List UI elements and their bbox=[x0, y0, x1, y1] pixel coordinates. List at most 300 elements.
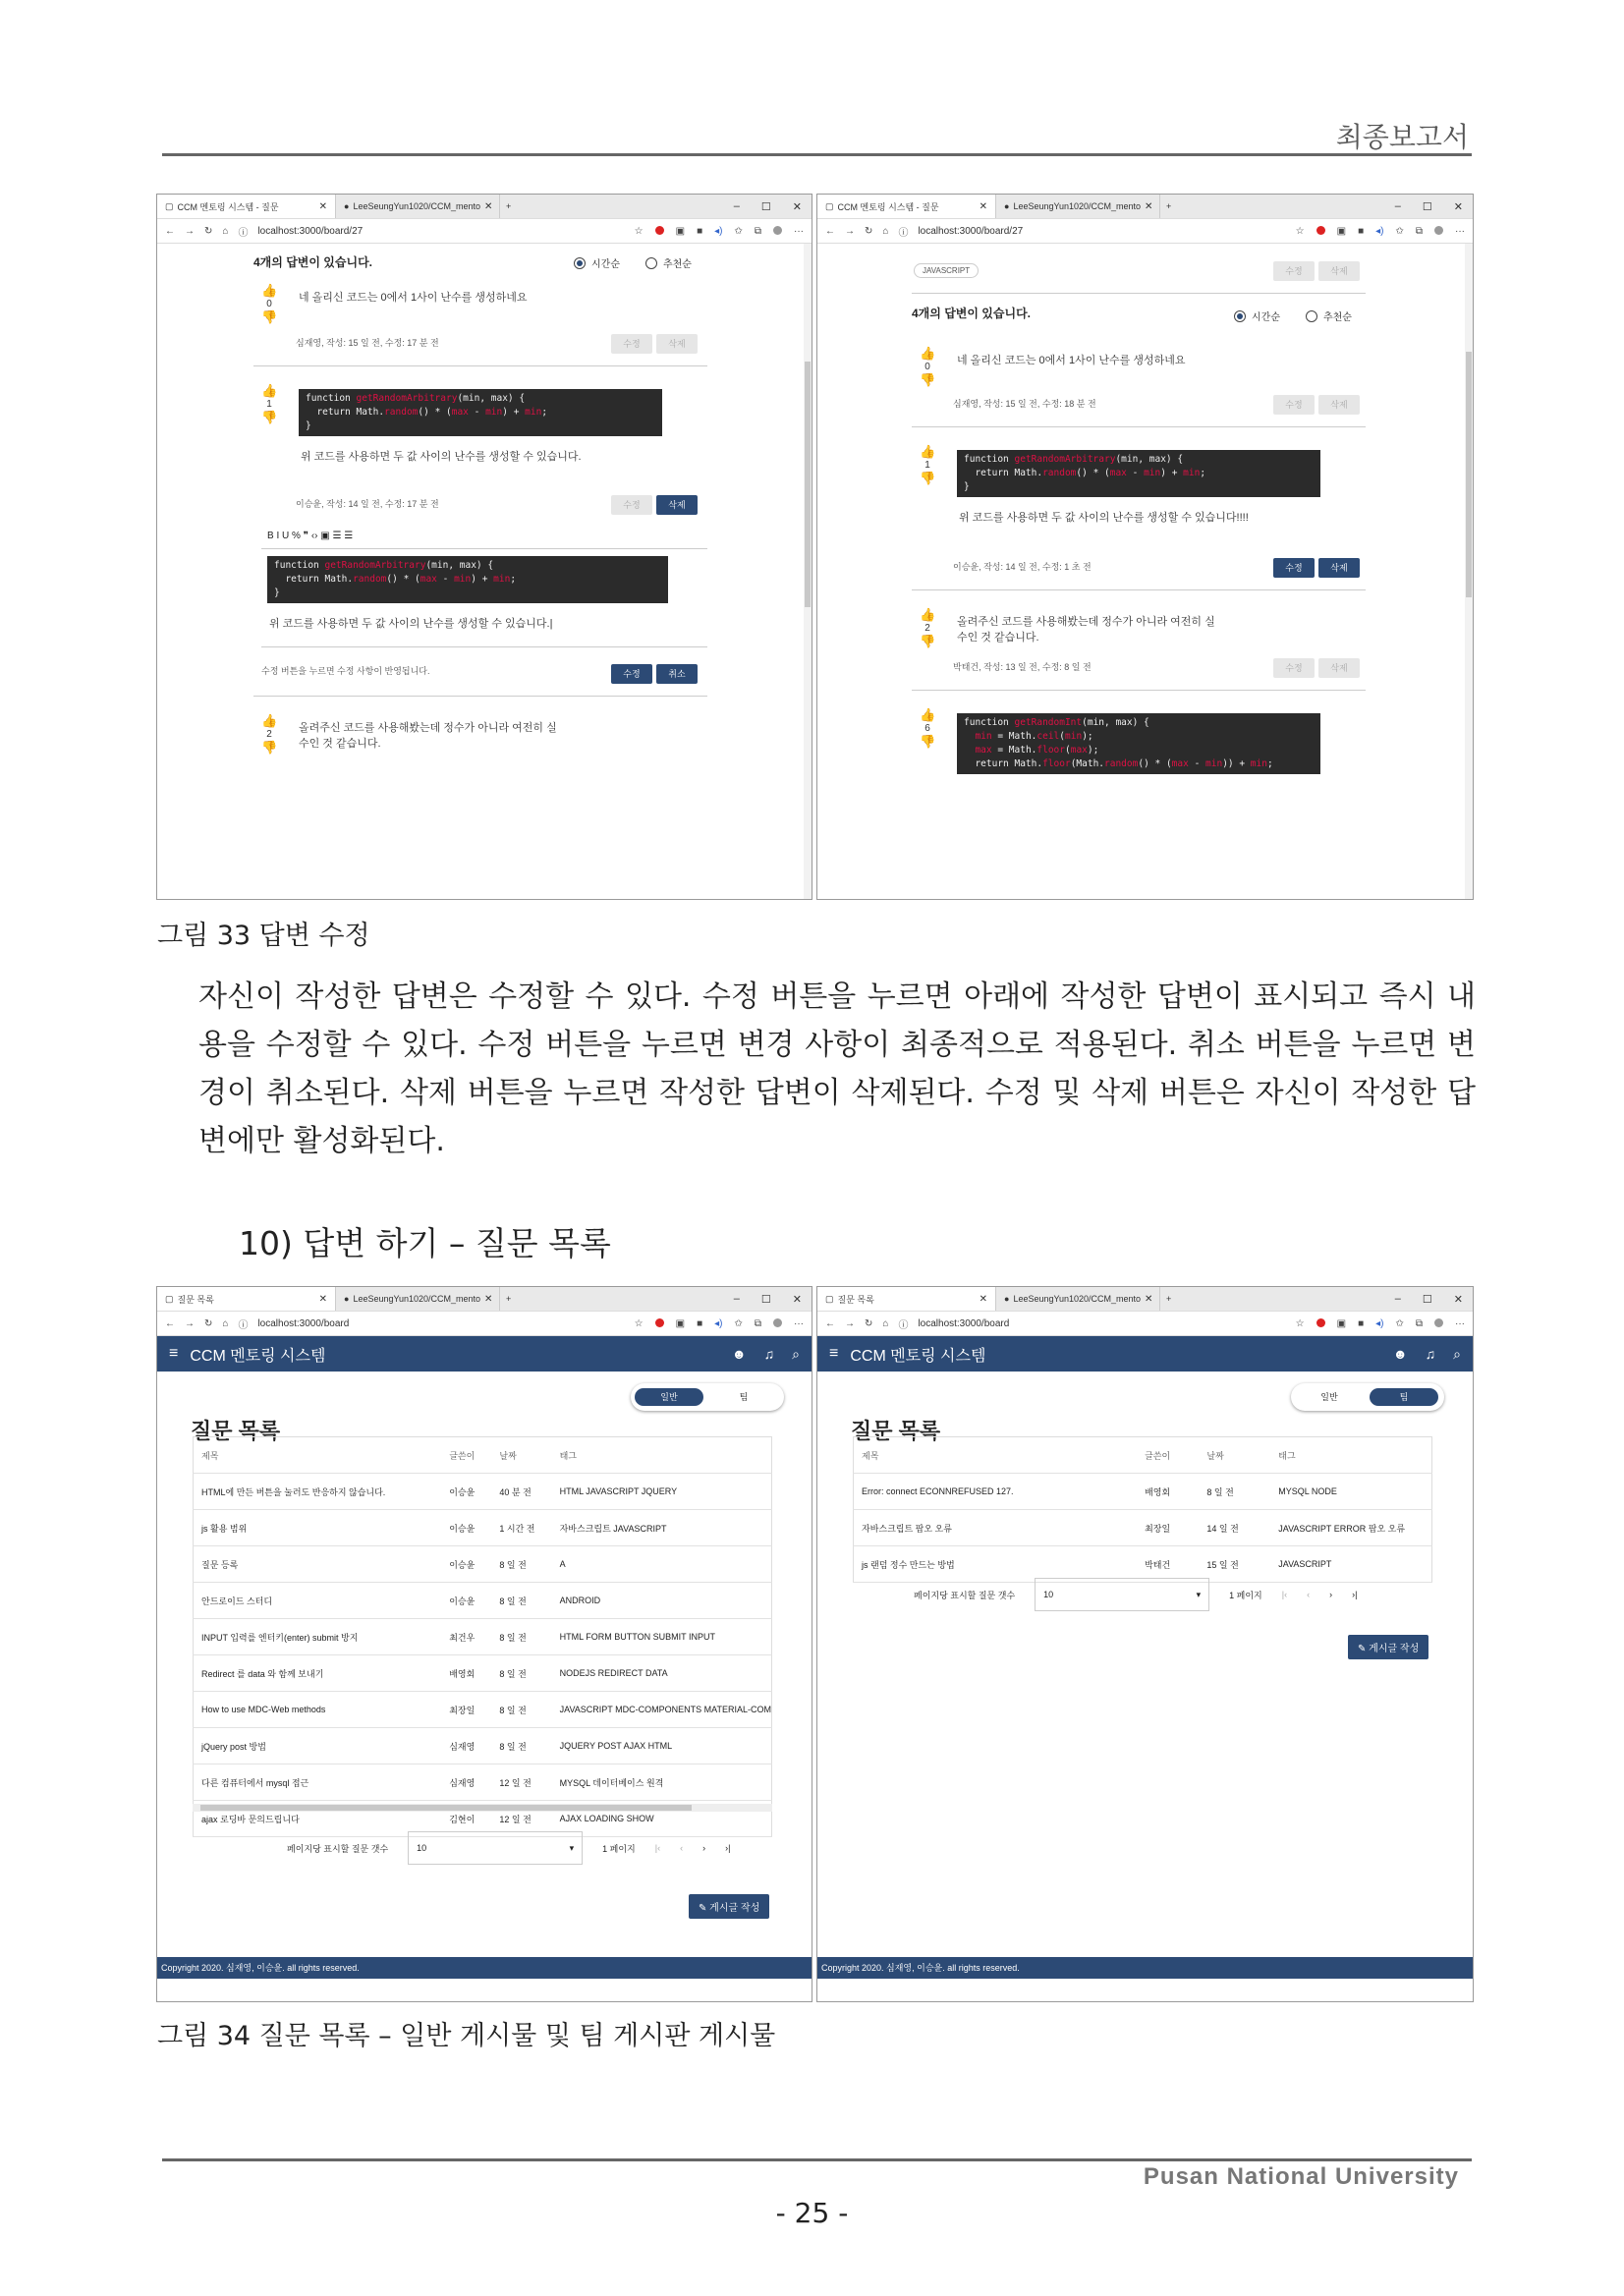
browser-tabbar bbox=[157, 1287, 812, 1312]
prev-page-icon[interactable]: ‹ bbox=[1307, 1590, 1311, 1599]
profile-icon[interactable] bbox=[773, 1318, 782, 1327]
answer-meta: 심재영, 작성: 15 일 전, 수정: 18 분 전 bbox=[953, 399, 1096, 409]
more-icon[interactable]: ··· bbox=[1455, 225, 1465, 237]
extension-icon[interactable]: ◂) bbox=[1375, 225, 1384, 237]
sort-time-radio[interactable] bbox=[1234, 310, 1246, 322]
question-title: How to use MDC-Web methods bbox=[194, 1692, 442, 1728]
screenshot-board-team bbox=[816, 1286, 1474, 2002]
code-block: function getRandomArbitrary(min, max) { return Math.random() * (max - min) + min; } bbox=[957, 450, 1320, 497]
extension-icon[interactable]: ■ bbox=[697, 225, 703, 237]
page-icon: ▢ bbox=[165, 200, 174, 211]
next-page-icon[interactable]: › bbox=[702, 1843, 706, 1853]
vote-count: 0 bbox=[266, 299, 272, 309]
divider bbox=[261, 548, 707, 549]
thumbs-up-icon[interactable]: 👍 bbox=[261, 283, 278, 298]
thumbs-up-icon[interactable]: 👍 bbox=[920, 607, 936, 622]
thumbs-up-icon[interactable]: 👍 bbox=[920, 707, 936, 722]
answer-text: 올려주신 코드를 사용해봤는데 정수가 아니라 여전히 실수인 것 같습니다. bbox=[957, 616, 1215, 644]
account-icon[interactable]: ☻ bbox=[1392, 1345, 1408, 1362]
back-icon[interactable]: ← bbox=[165, 1317, 175, 1329]
url-field[interactable]: localhost:3000/board bbox=[918, 1317, 1010, 1329]
refresh-icon[interactable]: ↻ bbox=[865, 225, 873, 237]
vote-count: 0 bbox=[924, 362, 930, 372]
minimize-icon[interactable]: – bbox=[733, 199, 740, 212]
prev-page-icon[interactable]: ‹ bbox=[680, 1843, 684, 1853]
answer-meta: 이승윤, 작성: 14 일 전, 수정: 17 분 전 bbox=[296, 499, 439, 509]
window-controls bbox=[734, 200, 812, 213]
question-title: HTML에 만든 버튼을 눌러도 반응하지 않습니다. bbox=[194, 1474, 442, 1510]
thumbs-up-icon[interactable]: 👍 bbox=[261, 713, 278, 728]
favorites-icon[interactable]: ✩ bbox=[734, 225, 743, 237]
question-title: 질문 등록 bbox=[194, 1546, 442, 1583]
dropdown-icon: ▾ bbox=[1196, 1589, 1202, 1599]
edit-button[interactable]: 수정 bbox=[1273, 395, 1315, 415]
question-title: js 랜덤 정수 만드는 방법 bbox=[854, 1546, 1138, 1583]
opera-icon[interactable] bbox=[1316, 1318, 1325, 1327]
thumbs-down-icon[interactable]: 👎 bbox=[261, 740, 278, 755]
browser-tabbar bbox=[817, 1287, 1473, 1312]
tab-title: CCM 멘토링 시스템 - 질문 bbox=[837, 201, 939, 212]
question-tags: HTML FORM BUTTON SUBMIT INPUT bbox=[552, 1619, 772, 1655]
answer-meta: 이승윤, 작성: 14 일 전, 수정: 1 초 전 bbox=[953, 562, 1092, 572]
last-page-icon[interactable]: ›| bbox=[1352, 1590, 1358, 1599]
back-icon[interactable]: ← bbox=[825, 1317, 835, 1329]
board-toggle bbox=[1291, 1383, 1444, 1411]
close-window-icon[interactable]: ✕ bbox=[1453, 1293, 1463, 1306]
vote-widget bbox=[920, 707, 935, 750]
browser-tab[interactable] bbox=[996, 195, 1160, 218]
screenshot-answer-edit-right bbox=[816, 194, 1474, 900]
answer-text: 네 올리신 코드는 0에서 1사이 난수를 생성하네요 bbox=[957, 355, 1186, 366]
tab-title: LeeSeungYun1020/CCM_mento bbox=[1013, 1294, 1142, 1304]
browser-tab[interactable] bbox=[336, 1287, 500, 1311]
toggle-general[interactable]: 일반 bbox=[635, 1388, 703, 1406]
question-author: 최장일 bbox=[1137, 1510, 1199, 1546]
screenshot-answer-edit-left bbox=[156, 194, 812, 900]
bell-icon[interactable]: ♫ bbox=[1425, 1345, 1436, 1362]
report-title: 최종보고서 bbox=[1335, 121, 1469, 153]
tab-title: CCM 멘토링 시스템 - 질문 bbox=[177, 201, 279, 212]
collections-icon[interactable]: ⧉ bbox=[754, 1317, 761, 1329]
toggle-team[interactable]: 팀 bbox=[1370, 1388, 1438, 1406]
last-page-icon[interactable]: ›| bbox=[725, 1843, 731, 1853]
browser-tab[interactable] bbox=[336, 195, 500, 218]
table-header-row bbox=[194, 1437, 772, 1474]
more-icon[interactable]: ··· bbox=[1455, 1317, 1465, 1329]
radio-label: 시간순 bbox=[591, 259, 620, 270]
question-tags: JAVASCRIPT MDC-COMPONENTS MATERIAL-COM bbox=[552, 1692, 772, 1728]
vote-widget bbox=[261, 283, 277, 325]
opera-icon[interactable] bbox=[655, 1318, 664, 1327]
vote-widget bbox=[261, 713, 277, 756]
code-block-editor[interactable]: function getRandomArbitrary(min, max) { return Math.random() * (max - min) + min; } bbox=[267, 556, 668, 603]
maximize-icon[interactable]: ☐ bbox=[760, 1293, 771, 1306]
close-icon[interactable]: ✕ bbox=[318, 200, 327, 212]
forward-icon[interactable]: → bbox=[845, 225, 855, 237]
browser-toolbar-icons bbox=[1296, 226, 1465, 237]
page-number: - 25 - bbox=[775, 2197, 849, 2229]
forward-icon[interactable]: → bbox=[845, 1317, 855, 1329]
new-tab-icon[interactable]: + bbox=[506, 201, 512, 211]
copyright-bar: Copyright 2020. 심재영, 이승윤. all rights reserved. bbox=[817, 1957, 1473, 1979]
table-row[interactable] bbox=[194, 1583, 772, 1619]
footer-rule bbox=[162, 2158, 1472, 2161]
tab-title: 질문 목록 bbox=[177, 1294, 214, 1305]
university-name: Pusan National University bbox=[1143, 2163, 1459, 2190]
github-icon: ● bbox=[344, 201, 350, 211]
github-icon: ● bbox=[1004, 201, 1010, 211]
info-icon: ⓘ bbox=[238, 1319, 249, 1331]
question-title: Redirect 를 data 와 함께 보내기 bbox=[194, 1655, 442, 1692]
first-page-icon[interactable]: |‹ bbox=[1281, 1590, 1288, 1599]
sort-options bbox=[1234, 308, 1352, 323]
question-author: 최건우 bbox=[441, 1619, 491, 1655]
section-heading: 10) 답변 하기 – 질문 목록 bbox=[239, 1224, 611, 1262]
home-icon[interactable]: ⌂ bbox=[222, 1317, 229, 1329]
radio-label: 시간순 bbox=[1252, 312, 1280, 323]
column-header: 날짜 bbox=[491, 1437, 551, 1474]
thumbs-down-icon[interactable]: 👎 bbox=[920, 372, 936, 387]
maximize-icon[interactable]: ☐ bbox=[760, 200, 771, 213]
thumbs-down-icon[interactable]: 👎 bbox=[261, 309, 278, 324]
extension-icon[interactable]: ◂) bbox=[1375, 1317, 1384, 1329]
extension-icon[interactable]: ■ bbox=[697, 1317, 703, 1329]
question-tags: JQUERY POST AJAX HTML bbox=[552, 1728, 772, 1764]
question-tags: HTML JAVASCRIPT JQUERY bbox=[552, 1474, 772, 1510]
scrollbar[interactable] bbox=[804, 244, 812, 899]
question-title: INPUT 입력를 엔터키(enter) submit 방지 bbox=[194, 1619, 442, 1655]
table-row[interactable] bbox=[194, 1728, 772, 1764]
address-bar bbox=[817, 219, 1473, 244]
browser-tab[interactable] bbox=[157, 195, 336, 218]
edit-note: 수정 버튼을 누르면 수정 사항이 반영됩니다. bbox=[261, 666, 430, 676]
extension-icon[interactable]: ◂) bbox=[714, 225, 723, 237]
per-page-label: 페이지당 표시할 질문 갯수 bbox=[914, 1590, 1016, 1600]
page-indicator: 1 페이지 bbox=[1229, 1590, 1262, 1600]
maximize-icon[interactable]: ☐ bbox=[1422, 1293, 1432, 1306]
thumbs-up-icon[interactable]: 👍 bbox=[920, 346, 936, 361]
github-icon: ● bbox=[1004, 1294, 1010, 1304]
tab-title: LeeSeungYun1020/CCM_mento bbox=[353, 1294, 481, 1304]
question-tags: JAVASCRIPT bbox=[1270, 1546, 1431, 1583]
edit-button[interactable]: 수정 bbox=[1273, 658, 1315, 678]
scrollbar[interactable] bbox=[1465, 244, 1473, 899]
minimize-icon[interactable]: – bbox=[1394, 1292, 1401, 1305]
browser-tab[interactable] bbox=[996, 1287, 1160, 1311]
question-title: ajax 로딩바 문의드립니다 bbox=[194, 1801, 442, 1837]
toggle-team[interactable]: 팀 bbox=[739, 1392, 749, 1402]
page-indicator: 1 페이지 bbox=[602, 1843, 636, 1854]
close-icon[interactable]: ✕ bbox=[1145, 200, 1153, 212]
question-author: 배영회 bbox=[1137, 1474, 1199, 1510]
question-author: 박태건 bbox=[1137, 1546, 1199, 1583]
extension-icon[interactable]: ▣ bbox=[675, 1317, 686, 1329]
answer-text: 올려주신 코드를 사용해봤는데 정수가 아니라 여전히 실수인 것 같습니다. bbox=[299, 722, 557, 750]
extension-icon[interactable]: ▣ bbox=[1336, 1317, 1347, 1329]
per-page-select[interactable] bbox=[408, 1831, 583, 1865]
edit-textarea[interactable]: 위 코드를 사용하면 두 값 사이의 난수를 생성할 수 있습니다.| bbox=[269, 618, 553, 630]
vote-count: 1 bbox=[266, 399, 272, 410]
info-icon: ⓘ bbox=[898, 227, 909, 239]
table-row[interactable] bbox=[194, 1474, 772, 1510]
vote-count: 1 bbox=[924, 460, 930, 471]
figure-caption: 그림 34 질문 목록 – 일반 게시물 및 팀 게시판 게시물 bbox=[157, 2021, 776, 2051]
header-rule bbox=[162, 153, 1472, 156]
answer-meta: 박태건, 작성: 13 일 전, 수정: 8 일 전 bbox=[953, 662, 1092, 672]
question-tags: ANDROID bbox=[552, 1583, 772, 1619]
search-icon[interactable]: ⌕ bbox=[792, 1345, 800, 1362]
thumbs-down-icon[interactable]: 👎 bbox=[920, 634, 936, 648]
page-title: 질문 목록 bbox=[191, 1419, 281, 1443]
favorites-icon[interactable]: ✩ bbox=[1395, 1317, 1404, 1329]
question-date: 8 일 전 bbox=[491, 1728, 551, 1764]
divider bbox=[253, 696, 707, 697]
question-date: 8 일 전 bbox=[491, 1692, 551, 1728]
new-tab-icon[interactable]: + bbox=[506, 1294, 512, 1304]
table-row[interactable] bbox=[194, 1510, 772, 1546]
delete-button[interactable]: 삭제 bbox=[1318, 658, 1360, 678]
question-title: 자바스크립트 팝오 오류 bbox=[854, 1510, 1138, 1546]
collections-icon[interactable]: ⧉ bbox=[754, 225, 761, 237]
info-icon: ⓘ bbox=[238, 227, 249, 239]
refresh-icon[interactable]: ↻ bbox=[204, 225, 213, 237]
close-window-icon[interactable]: ✕ bbox=[792, 1293, 802, 1306]
table-row[interactable] bbox=[854, 1474, 1432, 1510]
screenshot-board-general bbox=[156, 1286, 812, 2002]
question-date: 14 일 전 bbox=[1199, 1510, 1270, 1546]
column-header: 날짜 bbox=[1199, 1437, 1270, 1474]
question-title: js 활용 범위 bbox=[194, 1510, 442, 1546]
page-content bbox=[817, 244, 1473, 899]
extension-icon[interactable]: ■ bbox=[1358, 225, 1365, 237]
sort-time-radio[interactable] bbox=[574, 257, 586, 269]
app-bar bbox=[157, 1336, 812, 1372]
question-author: 이승윤 bbox=[441, 1583, 491, 1619]
table-body bbox=[854, 1437, 1432, 1583]
extension-icon[interactable]: ▣ bbox=[675, 225, 686, 237]
app-bar bbox=[817, 1336, 1473, 1372]
app-title: CCM 멘토링 시스템 bbox=[850, 1347, 986, 1365]
collections-icon[interactable]: ⧉ bbox=[1415, 225, 1423, 237]
question-tags: AJAX LOADING SHOW bbox=[552, 1801, 772, 1837]
next-page-icon[interactable]: › bbox=[1329, 1590, 1333, 1599]
question-title: jQuery post 방법 bbox=[194, 1728, 442, 1764]
home-icon[interactable]: ⌂ bbox=[882, 1317, 889, 1329]
favorites-icon[interactable]: ✩ bbox=[734, 1317, 743, 1329]
new-tab-icon[interactable]: + bbox=[1166, 201, 1172, 211]
close-icon[interactable]: ✕ bbox=[1145, 1293, 1153, 1305]
page-title: 질문 목록 bbox=[851, 1419, 941, 1443]
question-title: Error: connect ECONNREFUSED 127. bbox=[854, 1474, 1138, 1510]
editor-toolbar[interactable]: B I U % ❞ ‹› ▣ ☰ ☰ bbox=[267, 531, 354, 541]
home-icon[interactable]: ⌂ bbox=[222, 225, 229, 237]
account-icon[interactable]: ☻ bbox=[731, 1345, 747, 1362]
thumbs-up-icon[interactable]: 👍 bbox=[920, 444, 936, 459]
browser-tab[interactable] bbox=[157, 1287, 336, 1311]
horizontal-scrollbar[interactable] bbox=[193, 1804, 772, 1812]
first-page-icon[interactable]: |‹ bbox=[654, 1843, 661, 1853]
per-page-value: 10 bbox=[417, 1843, 427, 1853]
thumbs-down-icon[interactable]: 👎 bbox=[261, 410, 278, 424]
browser-toolbar-icons bbox=[635, 226, 804, 237]
dropdown-icon: ▾ bbox=[569, 1842, 575, 1853]
url-field[interactable]: localhost:3000/board/27 bbox=[918, 225, 1024, 237]
favorites-icon[interactable]: ✩ bbox=[1395, 225, 1404, 237]
tab-title: LeeSeungYun1020/CCM_mento bbox=[353, 201, 481, 211]
question-author: 심재영 bbox=[441, 1728, 491, 1764]
page-icon: ▢ bbox=[825, 200, 834, 211]
minimize-icon[interactable]: – bbox=[733, 1292, 740, 1305]
pagination bbox=[914, 1578, 1357, 1611]
star-icon[interactable]: ☆ bbox=[1295, 1317, 1305, 1329]
write-post-button[interactable]: ✎ 게시글 작성 bbox=[1348, 1635, 1428, 1659]
delete-button[interactable]: 삭제 bbox=[656, 334, 698, 354]
answer-text: 네 올리신 코드는 0에서 1사이 난수를 생성하네요 bbox=[299, 292, 528, 304]
window-controls bbox=[1395, 200, 1473, 213]
table-row[interactable] bbox=[194, 1619, 772, 1655]
question-tags: A bbox=[552, 1546, 772, 1583]
close-icon[interactable]: ✕ bbox=[484, 200, 493, 212]
divider bbox=[253, 365, 707, 366]
star-icon[interactable]: ☆ bbox=[1295, 225, 1305, 237]
forward-icon[interactable]: → bbox=[185, 225, 195, 237]
menu-icon[interactable]: ≡ bbox=[169, 1345, 179, 1362]
question-date: 8 일 전 bbox=[491, 1619, 551, 1655]
collections-icon[interactable]: ⧉ bbox=[1415, 1317, 1423, 1329]
edit-button[interactable]: 수정 bbox=[1273, 261, 1315, 281]
figure-caption: 그림 33 답변 수정 bbox=[157, 921, 370, 951]
code-block: function getRandomInt(min, max) { min = Math.ceil(min); max = Math.floor(max); return Math.floor(Math.random() * (max - min)) + min; bbox=[957, 713, 1320, 774]
table-row[interactable] bbox=[194, 1764, 772, 1801]
refresh-icon[interactable]: ↻ bbox=[865, 1317, 873, 1329]
extension-icon[interactable]: ■ bbox=[1358, 1317, 1365, 1329]
star-icon[interactable]: ☆ bbox=[634, 225, 644, 237]
extension-icon[interactable]: ▣ bbox=[1336, 225, 1347, 237]
thumbs-up-icon[interactable]: 👍 bbox=[261, 383, 278, 398]
more-icon[interactable]: ··· bbox=[794, 225, 804, 237]
answer-meta: 심재영, 작성: 15 일 전, 수정: 17 분 전 bbox=[296, 338, 439, 348]
vote-widget bbox=[920, 346, 935, 388]
window-controls bbox=[734, 1293, 812, 1306]
new-tab-icon[interactable]: + bbox=[1166, 1294, 1172, 1304]
question-date: 1 시간 전 bbox=[491, 1510, 551, 1546]
radio-label: 추천순 bbox=[662, 259, 692, 270]
close-icon[interactable]: ✕ bbox=[979, 1293, 987, 1305]
opera-icon[interactable] bbox=[655, 226, 664, 235]
delete-button[interactable]: 삭제 bbox=[1318, 261, 1360, 281]
profile-icon[interactable] bbox=[773, 226, 782, 235]
sort-recommend-radio[interactable] bbox=[1306, 310, 1317, 322]
question-tags: MYSQL 데이터베이스 원격 bbox=[552, 1764, 772, 1801]
delete-button[interactable]: 삭제 bbox=[1318, 558, 1360, 578]
divider bbox=[912, 589, 1366, 590]
cancel-button[interactable]: 취소 bbox=[656, 664, 698, 684]
table-row[interactable] bbox=[194, 1655, 772, 1692]
question-author: 배영회 bbox=[441, 1655, 491, 1692]
save-edit-button[interactable]: 수정 bbox=[611, 664, 652, 684]
more-icon[interactable]: ··· bbox=[794, 1317, 804, 1329]
edit-button[interactable]: 수정 bbox=[611, 495, 652, 515]
close-window-icon[interactable]: ✕ bbox=[792, 200, 802, 213]
close-window-icon[interactable]: ✕ bbox=[1453, 200, 1463, 213]
page-icon: ▢ bbox=[165, 1293, 174, 1304]
url-field[interactable]: localhost:3000/board/27 bbox=[257, 225, 364, 237]
browser-tab[interactable] bbox=[817, 1287, 996, 1311]
toggle-general[interactable]: 일반 bbox=[1320, 1392, 1338, 1402]
profile-icon[interactable] bbox=[1434, 1318, 1443, 1327]
question-tag[interactable]: JAVASCRIPT bbox=[914, 263, 979, 278]
table-header-row bbox=[854, 1437, 1432, 1474]
question-table bbox=[193, 1436, 772, 1837]
url-field[interactable]: localhost:3000/board bbox=[257, 1317, 350, 1329]
browser-tab[interactable] bbox=[817, 195, 996, 218]
close-icon[interactable]: ✕ bbox=[318, 1293, 327, 1305]
star-icon[interactable]: ☆ bbox=[634, 1317, 644, 1329]
question-author: 이승윤 bbox=[441, 1546, 491, 1583]
profile-icon[interactable] bbox=[1434, 226, 1443, 235]
edit-button[interactable]: 수정 bbox=[611, 334, 652, 354]
browser-toolbar-icons bbox=[635, 1318, 804, 1329]
extension-icon[interactable]: ◂) bbox=[714, 1317, 723, 1329]
menu-icon[interactable]: ≡ bbox=[829, 1345, 839, 1362]
per-page-select[interactable] bbox=[1035, 1578, 1209, 1611]
question-date: 8 일 전 bbox=[1199, 1474, 1270, 1510]
table-row[interactable] bbox=[194, 1692, 772, 1728]
question-date: 8 일 전 bbox=[491, 1655, 551, 1692]
question-author: 심재영 bbox=[441, 1764, 491, 1801]
table-row[interactable] bbox=[854, 1510, 1432, 1546]
page-icon: ▢ bbox=[825, 1293, 834, 1304]
table-row[interactable] bbox=[194, 1546, 772, 1583]
close-icon[interactable]: ✕ bbox=[484, 1293, 493, 1305]
github-icon: ● bbox=[344, 1294, 350, 1304]
vote-widget bbox=[920, 444, 935, 486]
write-post-button[interactable]: ✎ 게시글 작성 bbox=[689, 1894, 769, 1919]
delete-button[interactable]: 삭제 bbox=[656, 495, 698, 515]
address-bar bbox=[157, 1312, 812, 1336]
info-icon: ⓘ bbox=[898, 1319, 909, 1331]
thumbs-down-icon[interactable]: 👎 bbox=[920, 734, 936, 749]
delete-button[interactable]: 삭제 bbox=[1318, 395, 1360, 415]
question-tags: MYSQL NODE bbox=[1270, 1474, 1431, 1510]
question-date: 8 일 전 bbox=[491, 1546, 551, 1583]
home-icon[interactable]: ⌂ bbox=[882, 225, 889, 237]
thumbs-down-icon[interactable]: 👎 bbox=[920, 471, 936, 485]
back-icon[interactable]: ← bbox=[165, 225, 175, 237]
divider bbox=[912, 690, 1366, 691]
edit-button[interactable]: 수정 bbox=[1273, 558, 1315, 578]
per-page-value: 10 bbox=[1043, 1590, 1054, 1599]
question-author: 김현이 bbox=[441, 1801, 491, 1837]
question-author: 최장일 bbox=[441, 1692, 491, 1728]
back-icon[interactable]: ← bbox=[825, 225, 835, 237]
minimize-icon[interactable]: – bbox=[1394, 199, 1401, 212]
refresh-icon[interactable]: ↻ bbox=[204, 1317, 213, 1329]
forward-icon[interactable]: → bbox=[185, 1317, 195, 1329]
table-row[interactable] bbox=[854, 1546, 1432, 1583]
search-icon[interactable]: ⌕ bbox=[1453, 1345, 1461, 1362]
sort-recommend-radio[interactable] bbox=[645, 257, 657, 269]
opera-icon[interactable] bbox=[1316, 226, 1325, 235]
maximize-icon[interactable]: ☐ bbox=[1422, 200, 1432, 213]
tab-title: LeeSeungYun1020/CCM_mento bbox=[1013, 201, 1142, 211]
close-icon[interactable]: ✕ bbox=[979, 200, 987, 212]
column-header: 제목 bbox=[194, 1437, 442, 1474]
question-date: 12 일 전 bbox=[491, 1801, 551, 1837]
column-header: 글쓴이 bbox=[1137, 1437, 1199, 1474]
answer-text: 위 코드를 사용하면 두 값 사이의 난수를 생성할 수 있습니다!!!! bbox=[959, 512, 1249, 524]
bell-icon[interactable]: ♫ bbox=[763, 1345, 775, 1362]
